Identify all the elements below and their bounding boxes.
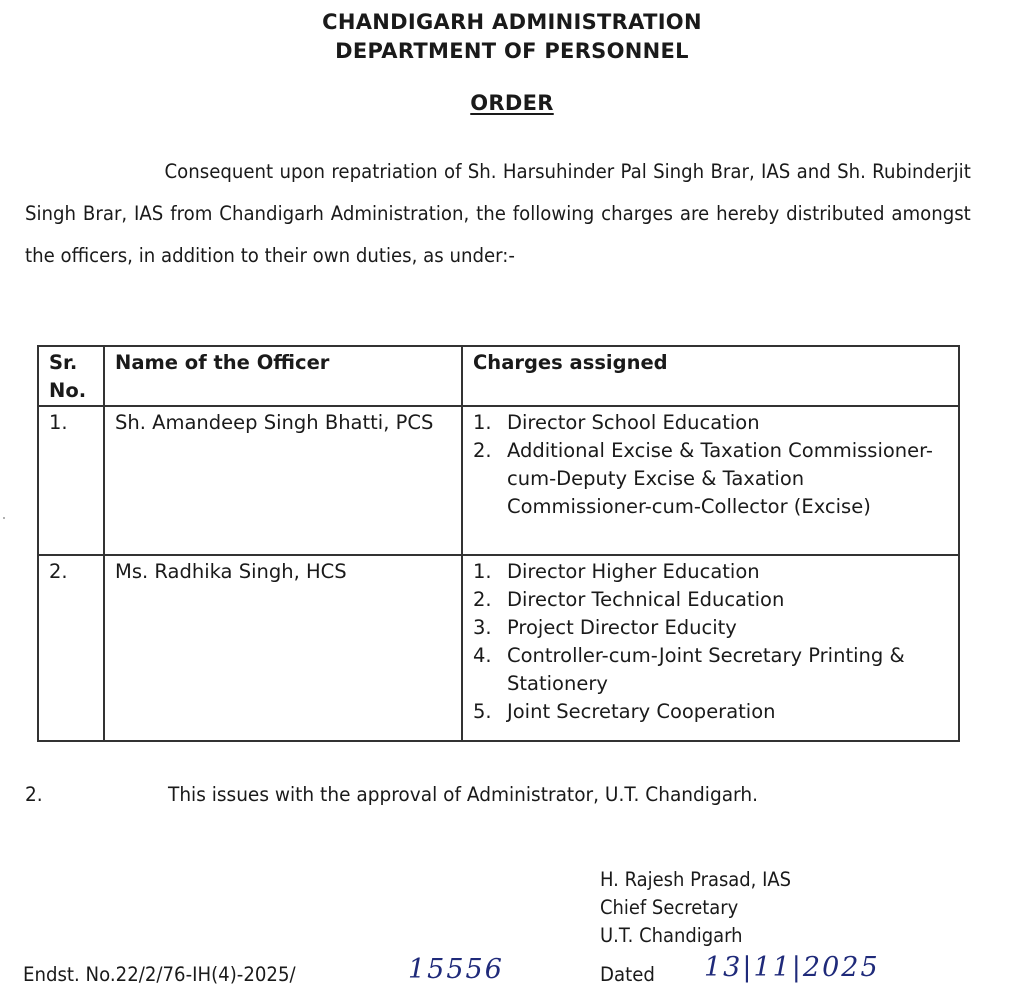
- charge-item: [473, 409, 950, 437]
- header-charges: Charges assigned: [462, 346, 959, 406]
- header-officer-name: Name of the Officer: [104, 346, 462, 406]
- charge-number: 3.: [473, 616, 492, 639]
- handwritten-endorsement-number: 15556: [408, 954, 504, 985]
- charge-item: [473, 698, 950, 726]
- handwritten-date: 13|11|2025: [704, 952, 880, 983]
- signatory-name: H. Rajesh Prasad, IAS: [600, 868, 792, 891]
- cell-charges: [462, 406, 959, 555]
- intro-paragraph: [25, 151, 971, 277]
- charge-number: 2.: [473, 588, 492, 611]
- signatory-place: U.T. Chandigarh: [600, 924, 743, 947]
- cell-officer-name: Sh. Amandeep Singh Bhatti, PCS: [104, 406, 462, 555]
- scan-speck: [3, 517, 5, 519]
- header-sr-no: Sr. No.: [38, 346, 104, 406]
- paragraph-2-text: This issues with the approval of Administrator, U.T. Chandigarh.: [168, 783, 758, 806]
- table-row: [38, 406, 959, 555]
- charge-item: [473, 642, 950, 698]
- header-line-1: CHANDIGARH ADMINISTRATION: [322, 10, 702, 34]
- dated-label: Dated: [600, 963, 655, 986]
- cell-officer-name: Ms. Radhika Singh, HCS: [104, 555, 462, 741]
- charge-item: [473, 437, 950, 521]
- paragraph-2-number: 2.: [25, 783, 43, 806]
- charge-text: Director Technical Education: [507, 588, 785, 611]
- charge-text: Additional Excise & Taxation Commissioner-cum-Deputy Excise & Taxation Commissioner-cum-Collector (Excise): [507, 439, 933, 518]
- endorsement-number-label: Endst. No.22/2/76-IH(4)-2025/: [23, 963, 296, 986]
- cell-charges: [462, 555, 959, 741]
- charge-text: Controller-cum-Joint Secretary Printing & Stationery: [507, 644, 905, 695]
- charge-number: 1.: [473, 560, 492, 583]
- order-title: ORDER: [470, 91, 554, 115]
- charge-item: [473, 614, 950, 642]
- charge-number: 5.: [473, 700, 492, 723]
- intro-paragraph-text: Consequent upon repatriation of Sh. Harsuhinder Pal Singh Brar, IAS and Sh. Rubinderjit Singh Brar, IAS from Chandigarh Administration, the following charges are hereby distributed amongst the officers, in addition to their own duties, as under:-: [25, 160, 971, 267]
- charge-text: Director Higher Education: [507, 560, 760, 583]
- signatory-designation: Chief Secretary: [600, 896, 739, 919]
- charges-list: [473, 409, 950, 521]
- cell-sr: 1.: [38, 406, 104, 555]
- charge-text: Project Director Educity: [507, 616, 737, 639]
- charges-table: [37, 345, 960, 742]
- charge-number: 2.: [473, 439, 492, 462]
- charge-number: 1.: [473, 411, 492, 434]
- table-row: [38, 555, 959, 741]
- charge-item: [473, 586, 950, 614]
- charge-item: [473, 558, 950, 586]
- charge-text: Joint Secretary Cooperation: [507, 700, 776, 723]
- charge-text: Director School Education: [507, 411, 760, 434]
- header-line-2: DEPARTMENT OF PERSONNEL: [335, 39, 689, 63]
- charges-list: [473, 558, 950, 726]
- table-header-row: [38, 346, 959, 406]
- cell-sr: 2.: [38, 555, 104, 741]
- charge-number: 4.: [473, 644, 492, 667]
